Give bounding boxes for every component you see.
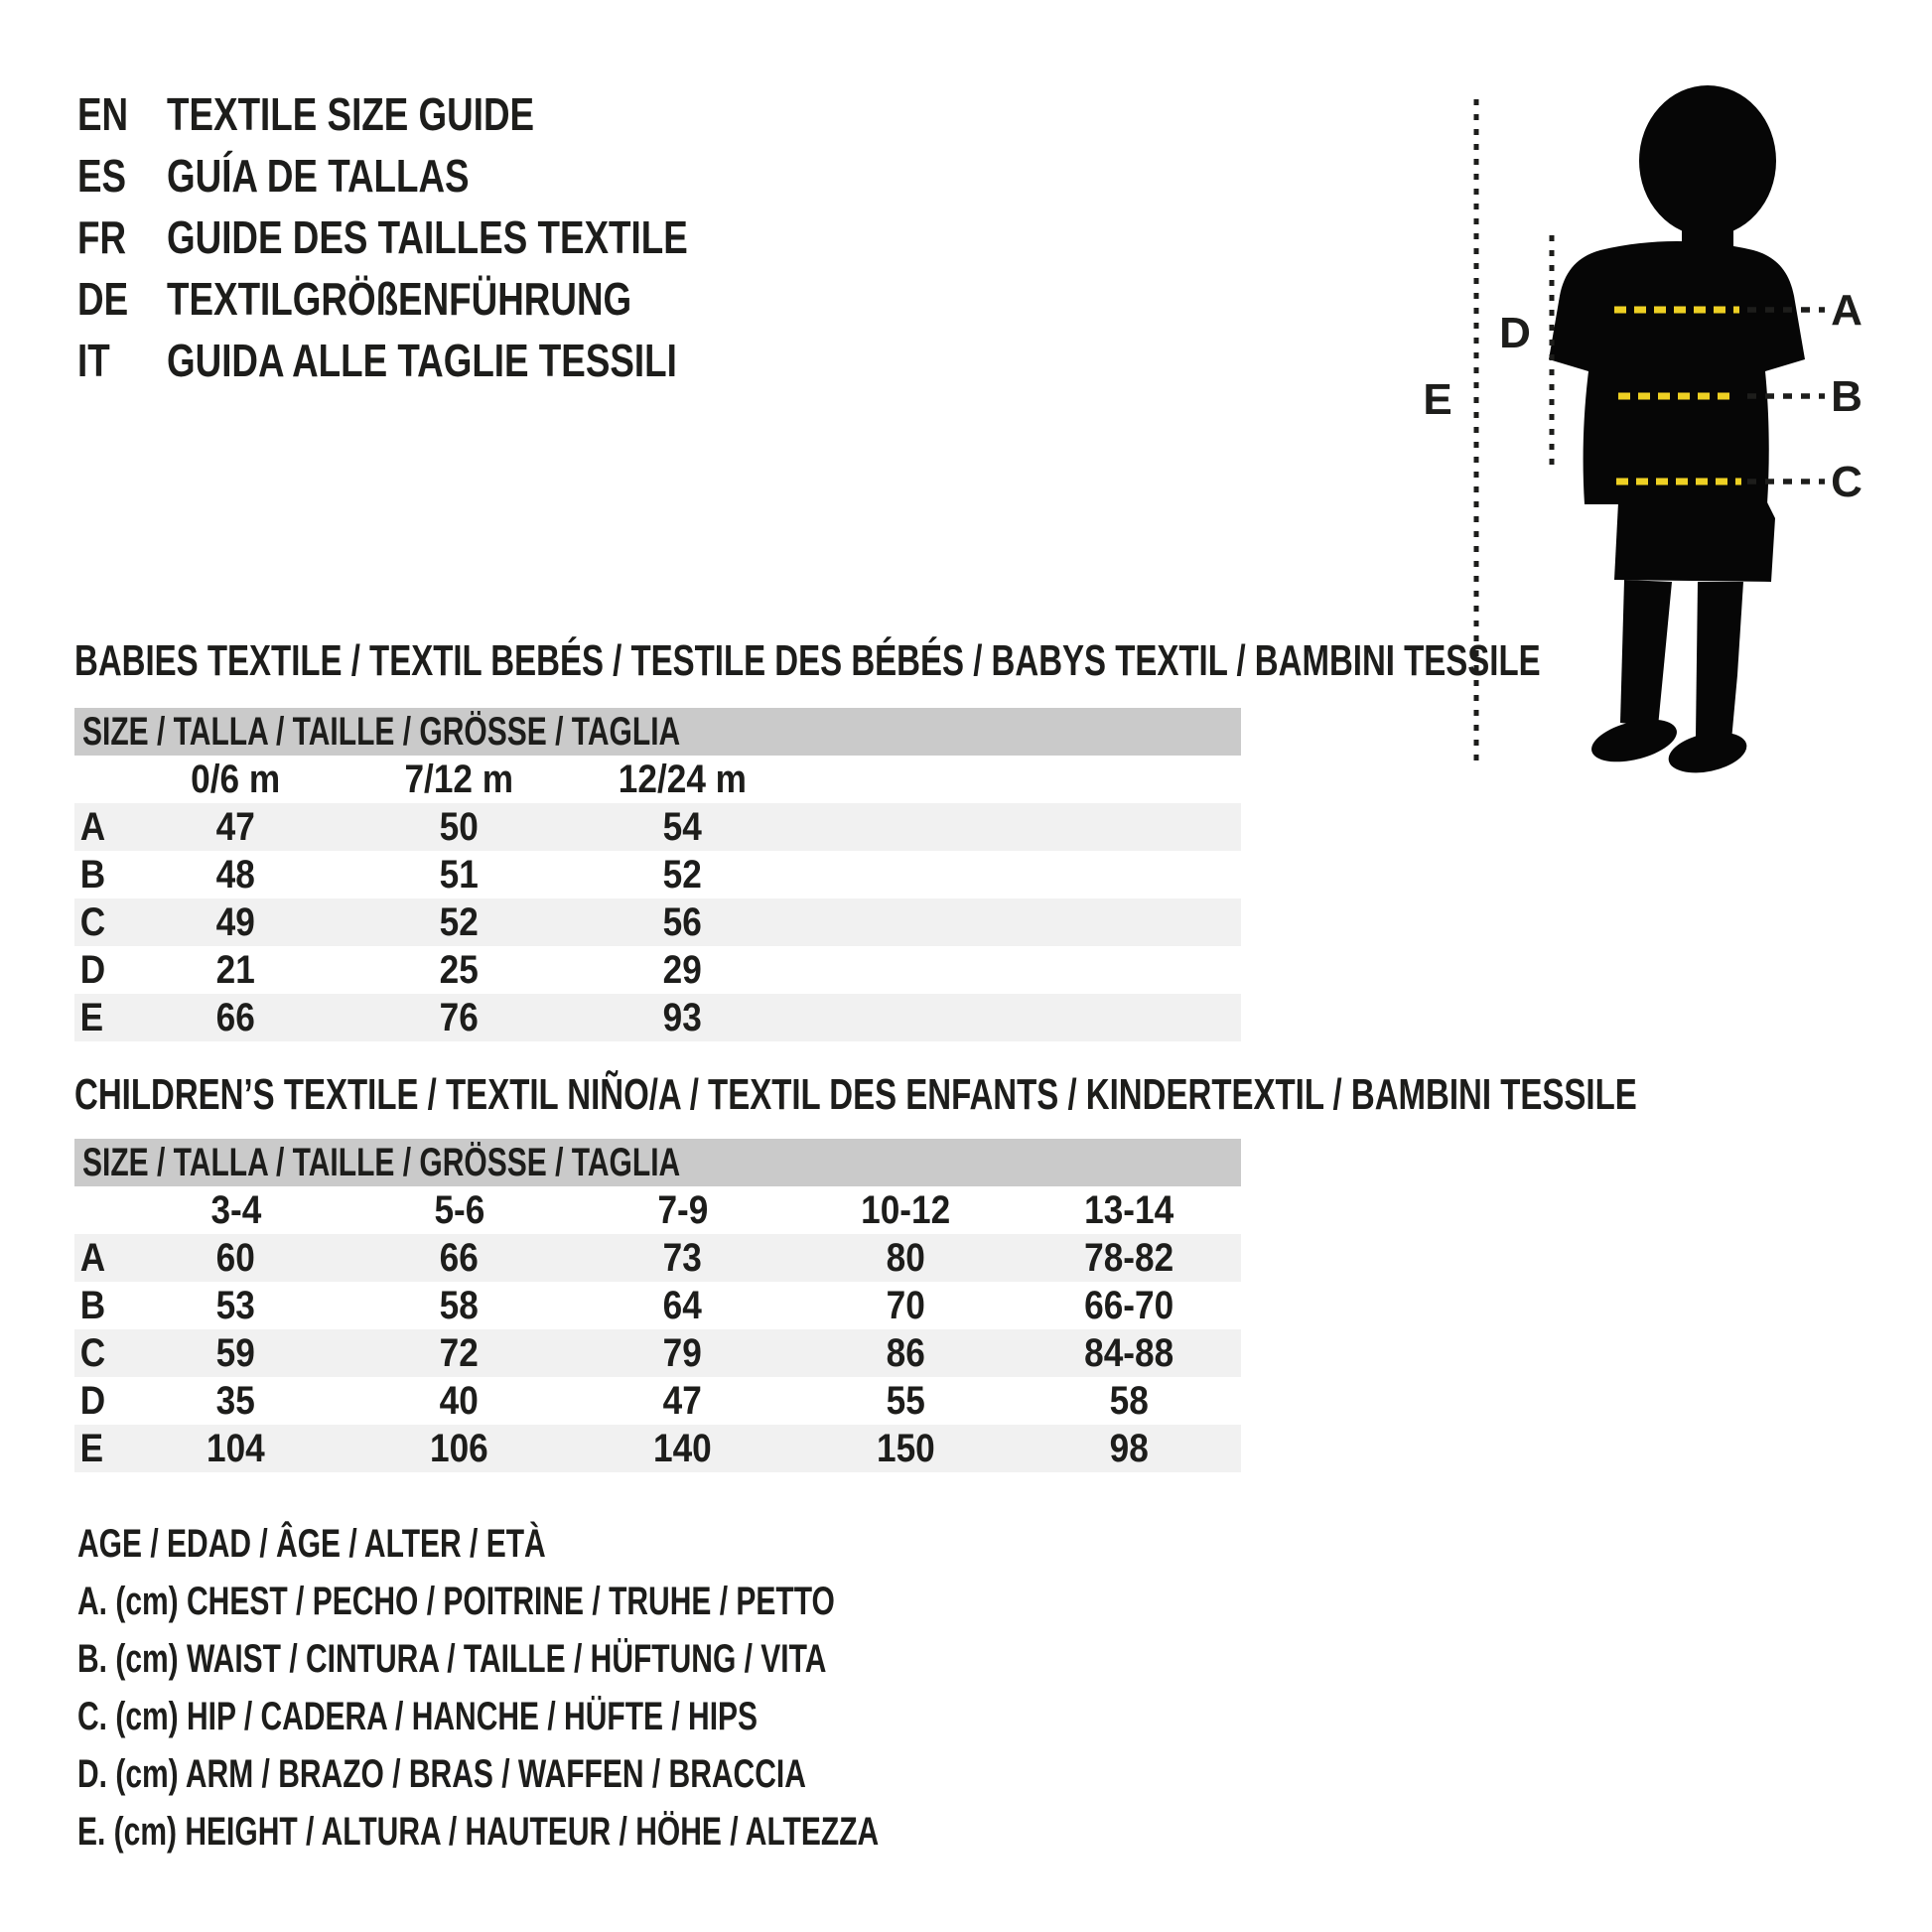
size-value-cell: 60: [215, 1236, 256, 1280]
table-row-B: [74, 851, 1241, 898]
guide-title-fr: GUIDE DES TAILLES TEXTILE: [167, 211, 688, 263]
table-row-C: [74, 898, 1241, 946]
title-row-en: [77, 83, 818, 145]
size-value-cell: 29: [662, 948, 703, 992]
table-row-D: [74, 1377, 1241, 1425]
table-header-bar: SIZE / TALLA / TAILLE / GRÖSSE / TAGLIA: [74, 1139, 1241, 1186]
silhouette-torso: [1549, 241, 1805, 504]
size-value-cell: 50: [439, 805, 480, 849]
column-header: 10-12: [861, 1188, 951, 1232]
arm-label-D: D: [1499, 309, 1531, 357]
column-header: 13-14: [1084, 1188, 1174, 1232]
size-value-cell: 52: [439, 900, 480, 944]
legend-age-line: AGE / EDAD / ÂGE / ALTER / ETÀ: [77, 1522, 546, 1566]
size-value-cell: 53: [215, 1284, 256, 1327]
row-label: C: [79, 1331, 106, 1375]
size-value-cell: 40: [439, 1379, 480, 1423]
babies-size-table: [74, 708, 1241, 1041]
legend-waist-line: B. (cm) WAIST / CINTURA / TAILLE / HÜFTUNG / VITA: [77, 1637, 827, 1681]
table-header-bar: SIZE / TALLA / TAILLE / GRÖSSE / TAGLIA: [74, 708, 1241, 756]
size-value-cell: 55: [886, 1379, 926, 1423]
column-header: 5-6: [434, 1188, 484, 1232]
row-label: E: [79, 996, 104, 1039]
language-code-fr: FR: [77, 211, 127, 263]
column-header: 12/24 m: [618, 758, 748, 801]
size-value-cell: 54: [662, 805, 703, 849]
size-value-cell: 78-82: [1084, 1236, 1174, 1280]
size-value-cell: 140: [653, 1427, 712, 1470]
table-row-D: [74, 946, 1241, 994]
column-header-row: [74, 756, 1241, 803]
row-label: D: [79, 1379, 106, 1423]
silhouette-head: [1639, 85, 1776, 236]
size-value-cell: 47: [215, 805, 256, 849]
column-header: 7/12 m: [404, 758, 514, 801]
title-row-es: [77, 145, 818, 207]
row-label: B: [79, 1284, 106, 1327]
legend-hip-line: C. (cm) HIP / CADERA / HANCHE / HÜFTE / HIPS: [77, 1695, 759, 1738]
language-code-it: IT: [77, 335, 110, 386]
size-value-cell: 79: [662, 1331, 703, 1375]
guide-title-it: GUIDA ALLE TAGLIE TESSILI: [167, 335, 677, 386]
silhouette-right-foot: [1665, 726, 1750, 779]
size-value-cell: 56: [662, 900, 703, 944]
size-value-cell: 76: [439, 996, 480, 1039]
row-label: C: [79, 900, 106, 944]
row-label: E: [79, 1427, 104, 1470]
size-value-cell: 84-88: [1084, 1331, 1174, 1375]
row-label: D: [79, 948, 106, 992]
size-value-cell: 150: [877, 1427, 935, 1470]
row-label: B: [79, 853, 106, 897]
size-value-cell: 73: [662, 1236, 703, 1280]
row-label: A: [79, 1236, 106, 1280]
table-row-E: [74, 994, 1241, 1041]
legend-chest-line: A. (cm) CHEST / PECHO / POITRINE / TRUHE / PETTO: [77, 1580, 835, 1623]
table-row-B: [74, 1282, 1241, 1329]
size-value-cell: 52: [662, 853, 703, 897]
row-label: A: [79, 805, 106, 849]
table-row-A: [74, 803, 1241, 851]
size-value-cell: 93: [662, 996, 703, 1039]
hip-label-C: C: [1831, 458, 1863, 506]
children-size-table: [74, 1139, 1241, 1472]
table-row-C: [74, 1329, 1241, 1377]
waist-label-B: B: [1831, 372, 1863, 421]
title-row-fr: [77, 207, 818, 268]
silhouette-shorts: [1614, 502, 1775, 582]
height-label-E: E: [1423, 375, 1452, 424]
guide-title-en: TEXTILE SIZE GUIDE: [167, 88, 535, 140]
size-value-cell: 98: [1109, 1427, 1150, 1470]
table-row-A: [74, 1234, 1241, 1282]
size-value-cell: 66-70: [1084, 1284, 1174, 1327]
column-header: 3-4: [210, 1188, 261, 1232]
size-value-cell: 80: [886, 1236, 926, 1280]
size-value-cell: 86: [886, 1331, 926, 1375]
size-value-cell: 66: [215, 996, 256, 1039]
language-title-block: [77, 83, 818, 391]
legend-arm-line: D. (cm) ARM / BRAZO / BRAS / WAFFEN / BRACCIA: [77, 1752, 806, 1796]
babies-section-title: BABIES TEXTILE / TEXTIL BEBÉS / TESTILE DES BÉBÉS / BABYS TEXTIL / BAMBINI TESSILE: [74, 636, 1541, 685]
size-value-cell: 35: [215, 1379, 256, 1423]
size-value-cell: 25: [439, 948, 480, 992]
size-value-cell: 58: [439, 1284, 480, 1327]
size-value-cell: 21: [215, 948, 256, 992]
legend-height-line: E. (cm) HEIGHT / ALTURA / HAUTEUR / HÖHE / ALTEZZA: [77, 1810, 880, 1854]
column-header: 0/6 m: [191, 758, 281, 801]
size-value-cell: 70: [886, 1284, 926, 1327]
size-value-cell: 72: [439, 1331, 480, 1375]
column-header-row: [74, 1186, 1241, 1234]
size-value-cell: 66: [439, 1236, 480, 1280]
language-code-en: EN: [77, 88, 129, 140]
language-code-de: DE: [77, 273, 129, 325]
column-header: 7-9: [657, 1188, 708, 1232]
size-value-cell: 106: [430, 1427, 488, 1470]
guide-title-es: GUÍA DE TALLAS: [167, 150, 470, 202]
title-row-de: [77, 268, 818, 330]
size-value-cell: 49: [215, 900, 256, 944]
size-value-cell: 47: [662, 1379, 703, 1423]
size-value-cell: 64: [662, 1284, 703, 1327]
size-value-cell: 104: [207, 1427, 265, 1470]
guide-title-de: TEXTILGRÖßENFÜHRUNG: [167, 273, 632, 325]
children-section-title: CHILDREN’S TEXTILE / TEXTIL NIÑO/A / TEXTIL DES ENFANTS / KINDERTEXTIL / BAMBINI TESSILE: [74, 1070, 1637, 1119]
size-value-cell: 48: [215, 853, 256, 897]
size-value-cell: 58: [1109, 1379, 1150, 1423]
size-value-cell: 51: [439, 853, 480, 897]
size-value-cell: 59: [215, 1331, 256, 1375]
table-row-E: [74, 1425, 1241, 1472]
language-code-es: ES: [77, 150, 127, 202]
measurement-legend: [77, 1515, 1146, 1861]
title-row-it: [77, 330, 818, 391]
chest-label-A: A: [1831, 286, 1863, 335]
